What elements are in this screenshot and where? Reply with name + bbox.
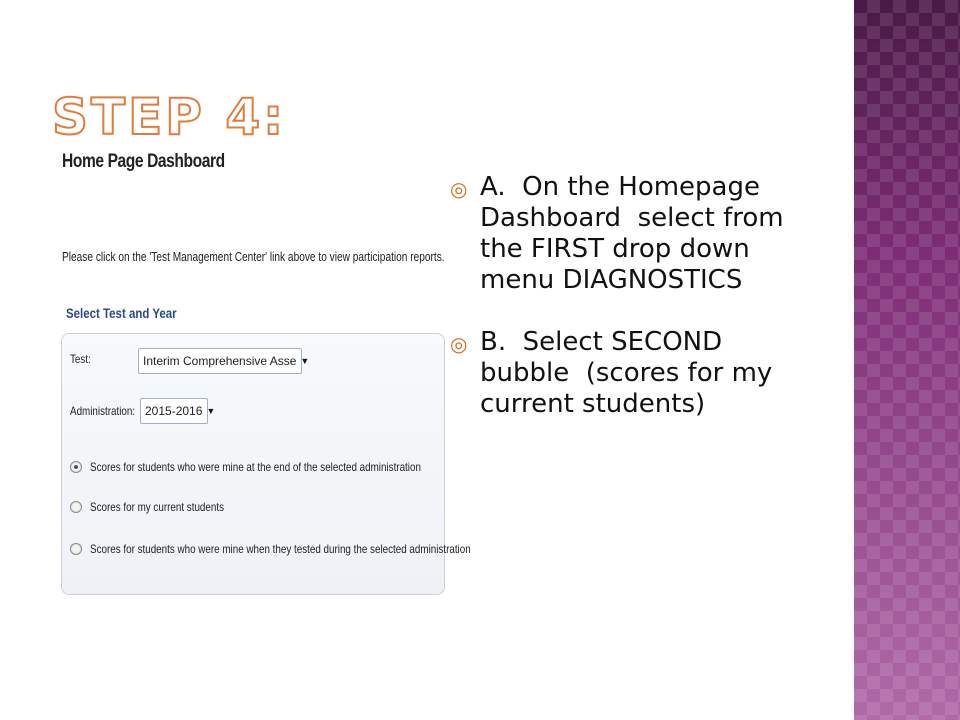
chevron-down-icon: ▼: [206, 406, 216, 416]
test-label: Test:: [70, 352, 91, 366]
administration-select-value: 2015-2016: [145, 404, 203, 418]
test-select-value: Interim Comprehensive Asse: [143, 354, 297, 368]
dashboard-screenshot: [58, 145, 471, 595]
select-test-year-title: Select Test and Year: [66, 305, 177, 321]
instruction-item-b: [450, 327, 810, 420]
radio-option-current-students[interactable]: [70, 500, 253, 514]
radio-button[interactable]: [70, 461, 82, 473]
radio-option-label: Scores for my current students: [90, 500, 224, 514]
slide-title: STEP 4:: [52, 88, 287, 146]
administration-label: Administration:: [70, 404, 136, 418]
radio-option-label: Scores for students who were mine at the end of the selected administration: [90, 460, 421, 474]
radio-option-label: Scores for students who were mine when they tested during the selected administration: [90, 542, 471, 556]
instruction-text: A. On the Homepage Dashboard select from the FIRST drop down menu DIAGNOSTICS: [480, 172, 792, 295]
radio-button[interactable]: [70, 501, 82, 513]
target-bullet-icon: ◎: [450, 177, 468, 201]
radio-button[interactable]: [70, 543, 82, 555]
dashboard-heading: Home Page Dashboard: [62, 151, 225, 172]
decorative-side-band: [854, 0, 960, 720]
instruction-list: [450, 172, 810, 451]
radio-option-when-tested[interactable]: [70, 542, 554, 556]
radio-option-end-of-admin[interactable]: [70, 460, 494, 474]
chevron-down-icon: ▼: [300, 356, 310, 366]
instruction-item-a: [450, 172, 810, 296]
instruction-text: B. Select SECOND bubble (scores for my current students): [480, 327, 781, 419]
administration-select[interactable]: [140, 398, 216, 424]
test-select[interactable]: [138, 348, 310, 374]
target-bullet-icon: ◎: [450, 332, 468, 356]
select-test-panel: [61, 333, 471, 595]
participation-notice: Please click on the 'Test Management Center' link above to view participation reports.: [62, 249, 445, 264]
